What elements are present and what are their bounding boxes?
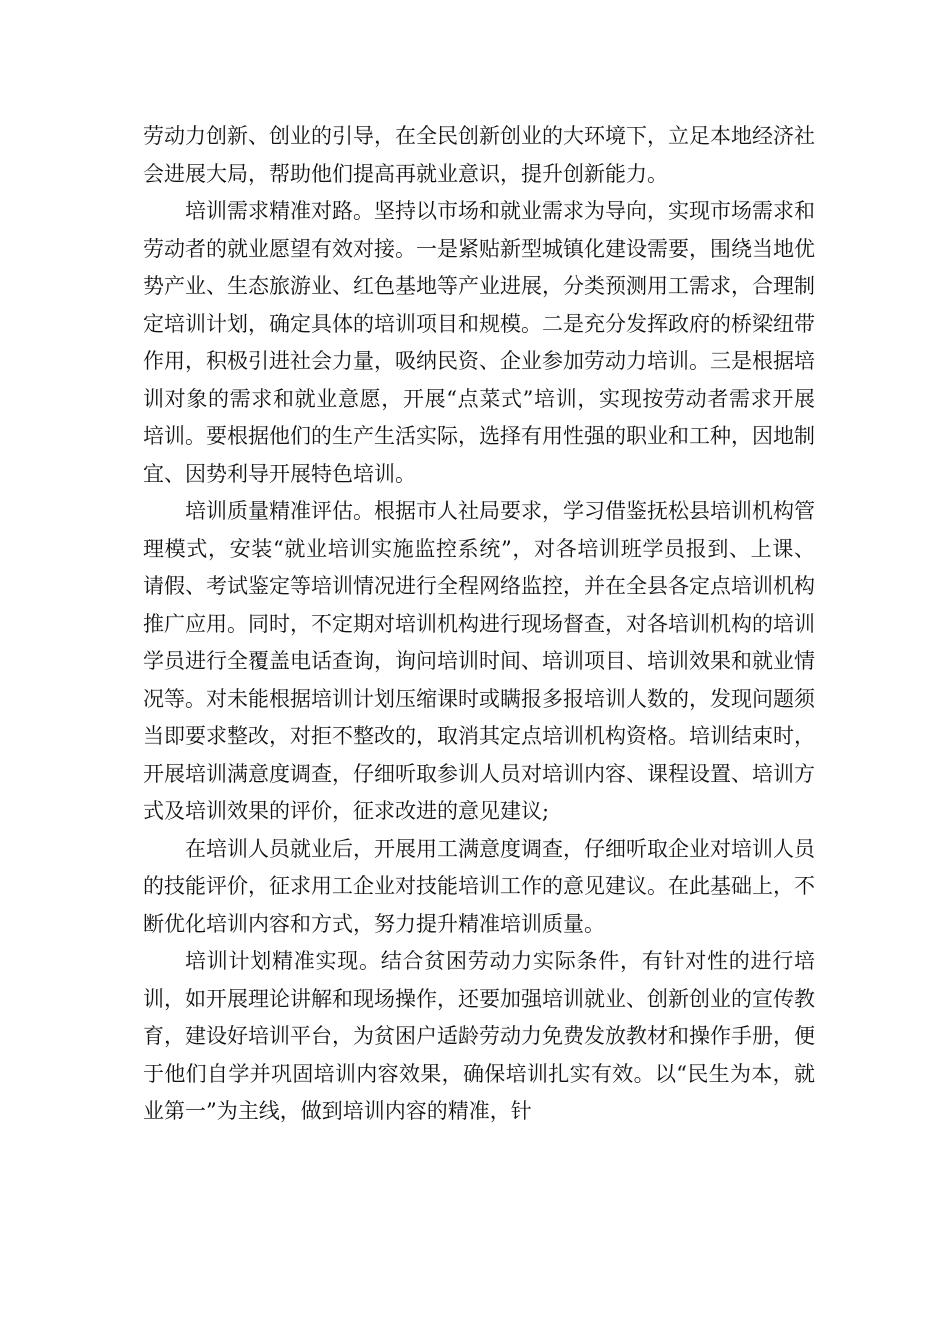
document-body (143, 118, 815, 1131)
paragraph-continuation: 劳动力创新、创业的引导，在全民创新创业的大环境下，立足本地经济社会进展大局，帮助他们提高再就业意识，提升创新能力。 (143, 124, 815, 186)
paragraph-training-plan: 培训计划精准实现。结合贫困劳动力实际条件，有针对性的进行培训，如开展理论讲解和现场操作，还要加强培训就业、创新创业的宣传教育，建设好培训平台，为贫困户适龄劳动力免费发放教材和操作手册，便于他们自学并巩固培训内容效果，确保培训扎实有效。以“民生为本，就业第一”为主线，做到培训内容的精准，针 (143, 949, 815, 1123)
paragraph-training-demand: 培训需求精准对路。坚持以市场和就业需求为导向，实现市场需求和劳动者的就业愿望有效对接。一是紧贴新型城镇化建设需要，围绕当地优势产业、生态旅游业、红色基地等产业进展，分类预测用工需求，合理制定培训计划，确定具体的培训项目和规模。二是充分发挥政府的桥梁纽带作用，积极引进社会力量，吸纳民资、企业参加劳动力培训。三是根据培训对象的需求和就业意愿，开展“点菜式”培训，实现按劳动者需求开展培训。要根据他们的生产生活实际，选择有用性强的职业和工种，因地制宜、因势利导开展特色培训。 (143, 199, 815, 486)
paragraph-training-quality: 培训质量精准评估。根据市人社局要求，学习借鉴抚松县培训机构管理模式，安装“就业培训实施监控系统”，对各培训班学员报到、上课、请假、考试鉴定等培训情况进行全程网络监控，并在全县各定点培训机构推广应用。同时，不定期对培训机构进行现场督查，对各培训机构的培训学员进行全覆盖电话查询，询问培训时间、培训项目、培训效果和就业情况等。对未能根据培训计划压缩课时或瞒报多报培训人数的，发现问题须当即要求整改，对拒不整改的，取消其定点培训机构资格。培训结束时，开展培训满意度调查，仔细听取参训人员对培训内容、课程设置、培训方式及培训效果的评价，征求改进的意见建议; (143, 499, 815, 823)
paragraph-employment-survey: 在培训人员就业后，开展用工满意度调查，仔细听取企业对培训人员的技能评价，征求用工企业对技能培训工作的意见建议。在此基础上，不断优化培训内容和方式，努力提升精准培训质量。 (143, 836, 815, 936)
